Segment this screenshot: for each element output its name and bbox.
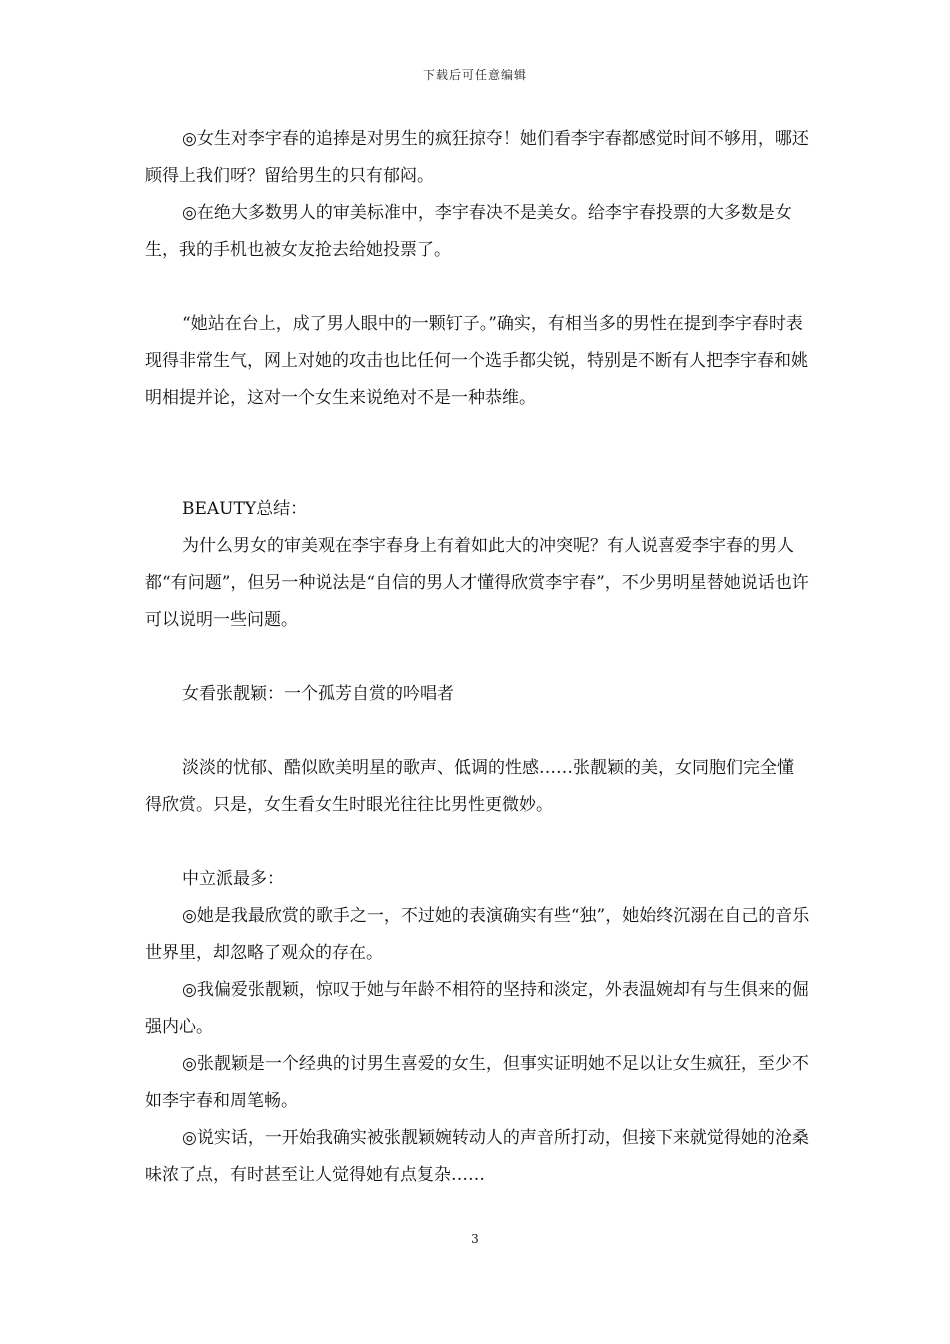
comment-paragraph-5: ◎张靓颖是一个经典的讨男生喜爱的女生，但事实证明她不足以让女生疯狂，至少不如李宇春和周笔畅。 [145, 1054, 809, 1111]
intro-paragraph-zhang: 淡淡的忧郁、酷似欧美明星的歌声、低调的性感……张靓颖的美，女同胞们完全懂得欣赏。只是，女生看女生时眼光往往比男性更微妙。 [145, 758, 794, 815]
comment-paragraph-4: ◎我偏爱张靓颖，惊叹于她与年龄不相符的坚持和淡定，外表温婉却有与生俱来的倔强内心。 [145, 980, 809, 1037]
section-label-summary: BEAUTY总结： [182, 499, 308, 519]
comment-paragraph-3: ◎她是我最欣赏的歌手之一，不过她的表演确实有些“独”，她始终沉溺在自己的音乐世界里，却忽略了观众的存在。 [145, 906, 810, 963]
page-number: 3 [471, 1232, 479, 1246]
section-label-neutral: 中立派最多： [182, 869, 284, 889]
page-header: 下载后可任意编辑 [422, 68, 527, 82]
section-heading-zhang: 女看张靓颖：一个孤芳自赏的吟唱者 [182, 684, 454, 704]
comment-paragraph-1: ◎女生对李宇春的追捧是对男生的疯狂掠夺！她们看李宇春都感觉时间不够用，哪还顾得上我们呀？留给男生的只有郁闷。 [145, 129, 809, 186]
summary-paragraph: 为什么男女的审美观在李宇春身上有着如此大的冲突呢？有人说喜爱李宇春的男人都“有问题”，但另一种说法是“自信的男人才懂得欣赏李宇春”，不少男明星替她说话也许可以说明一些问题。 [145, 536, 809, 630]
comment-paragraph-2: ◎在绝大多数男人的审美标准中，李宇春决不是美女。给李宇春投票的大多数是女生，我的手机也被女友抢去给她投票了。 [145, 203, 792, 260]
comment-paragraph-6: ◎说实话，一开始我确实被张靓颖婉转动人的声音所打动，但接下来就觉得她的沧桑味浓了点，有时甚至让人觉得她有点复杂…… [145, 1128, 809, 1185]
body-paragraph-nail: “她站在台上，成了男人眼中的一颗钉子。”确实，有相当多的男性在提到李宇春时表现得非常生气，网上对她的攻击也比任何一个选手都尖锐，特别是不断有人把李宇春和姚明相提并论，这对一个女生来说绝对不是一种恭维。 [145, 314, 808, 408]
